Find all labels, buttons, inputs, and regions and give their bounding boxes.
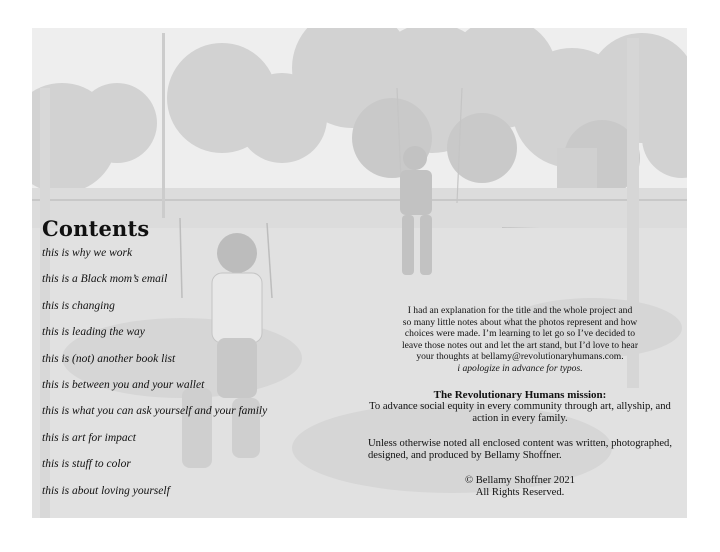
table-of-contents bbox=[42, 216, 342, 510]
toc-item[interactable]: this is leading the way bbox=[42, 326, 145, 339]
credits-text: Unless otherwise noted all enclosed content was written, photographed, designed, and produced by Bellamy Shoffner. bbox=[368, 437, 672, 461]
contents-title: Contents bbox=[42, 216, 150, 241]
rights-line: All Rights Reserved. bbox=[475, 487, 565, 499]
toc-item[interactable]: this is art for impact bbox=[42, 431, 136, 444]
copyright-line: © Bellamy Shoffner 2021 bbox=[465, 474, 575, 486]
copyright bbox=[368, 475, 672, 500]
mission-statement: To advance social equity in every community through art, allyship, and action in every family. bbox=[369, 400, 671, 424]
notes-line: I had an explanation for the title and the whole project and bbox=[407, 305, 633, 316]
mission-title: The Revolutionary Humans mission: bbox=[433, 388, 607, 401]
notes-line: your thoughts at bellamy@revolutionaryhumans.com. bbox=[416, 351, 624, 363]
notes-line: so many little notes about what the photos represent and how bbox=[402, 316, 638, 328]
toc-item[interactable]: this is about loving yourself bbox=[42, 484, 170, 497]
notes-line: leave those notes out and let the art stand, but I’d love to hear bbox=[401, 339, 639, 351]
notes-line: choices were made. I’m learning to let go so I’ve decided to bbox=[404, 328, 636, 340]
toc-item[interactable]: this is between you and your wallet bbox=[42, 378, 205, 391]
toc-item[interactable]: this is (not) another book list bbox=[42, 352, 176, 365]
page-spread bbox=[32, 28, 687, 518]
toc-item[interactable]: this is a Black mom’s email bbox=[42, 273, 168, 286]
author-notes bbox=[368, 305, 672, 375]
apology-note: i apologize in advance for typos. bbox=[457, 362, 583, 374]
toc-item[interactable]: this is why we work bbox=[42, 247, 133, 259]
toc-item[interactable]: this is stuff to color bbox=[42, 458, 131, 471]
colophon bbox=[368, 305, 672, 500]
toc-item[interactable]: this is what you can ask yourself and your family bbox=[42, 405, 268, 418]
toc-item[interactable]: this is changing bbox=[42, 299, 115, 312]
